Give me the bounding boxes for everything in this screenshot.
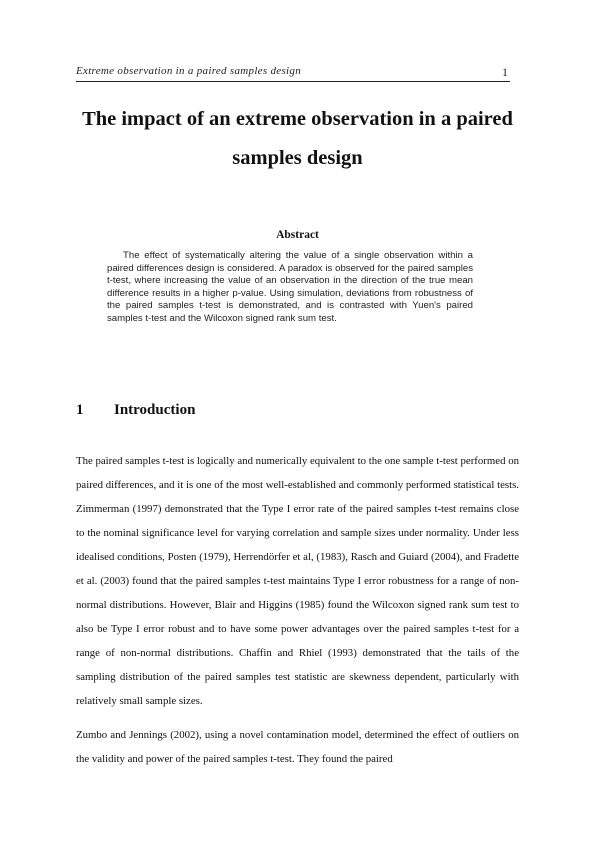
paper-title: The impact of an extreme observation in a paired samples design xyxy=(82,108,513,169)
section-heading xyxy=(76,402,195,419)
abstract-heading: Abstract xyxy=(276,229,319,241)
abstract-body: The effect of systematically altering the value of a single observation within a paired differences design is considered. A paradox is observed for the paired samples t-test, where increasing the value of an observation in the direction of the true mean difference results in a higher p-value. Using simulation, deviations from robustness of the paired samples t-test is demonstrated, and is contrasted with Yuen's paired samples t-test and the Wilcoxon signed rank sum test. xyxy=(107,250,473,324)
running-header xyxy=(76,63,510,82)
body-paragraph: The paired samples t-test is logically and numerically equivalent to the one sample t-test performed on paired differences, and it is one of the most well-established and commonly performed statistical tests. Zimmerman (1997) demonstrated that the Type I error rate of the paired samples t-test remains close to the nominal significance level for varying correlation and sample sizes under normality. Under less idealised conditions, Posten (1979), Herrendörfer et al, (1983), Rasch and Guiard (2004), and Fradette et al. (2003) found that the paired samples t-test maintains Type I error robustness for a range of non-normal distributions. However, Blair and Higgins (1985) found the Wilcoxon signed rank sum test to also be Type I error robust and to have some power advantages over the paired samples t-test for a range of non-normal distributions. Chaffin and Rhiel (1993) demonstrated that the tails of the sampling distribution of the paired samples test statistic are skewness dependent, particularly with relatively small sample sizes. xyxy=(76,455,519,707)
body-paragraph: Zumbo and Jennings (2002), using a novel contamination model, determined the effect of outliers on the validity and power of the paired samples t-test. They found the paired xyxy=(76,729,519,765)
page-number: 1 xyxy=(502,65,508,79)
running-title: Extreme observation in a paired samples design xyxy=(76,65,302,77)
section-number: 1 xyxy=(76,402,84,418)
section-title: Introduction xyxy=(114,402,196,418)
